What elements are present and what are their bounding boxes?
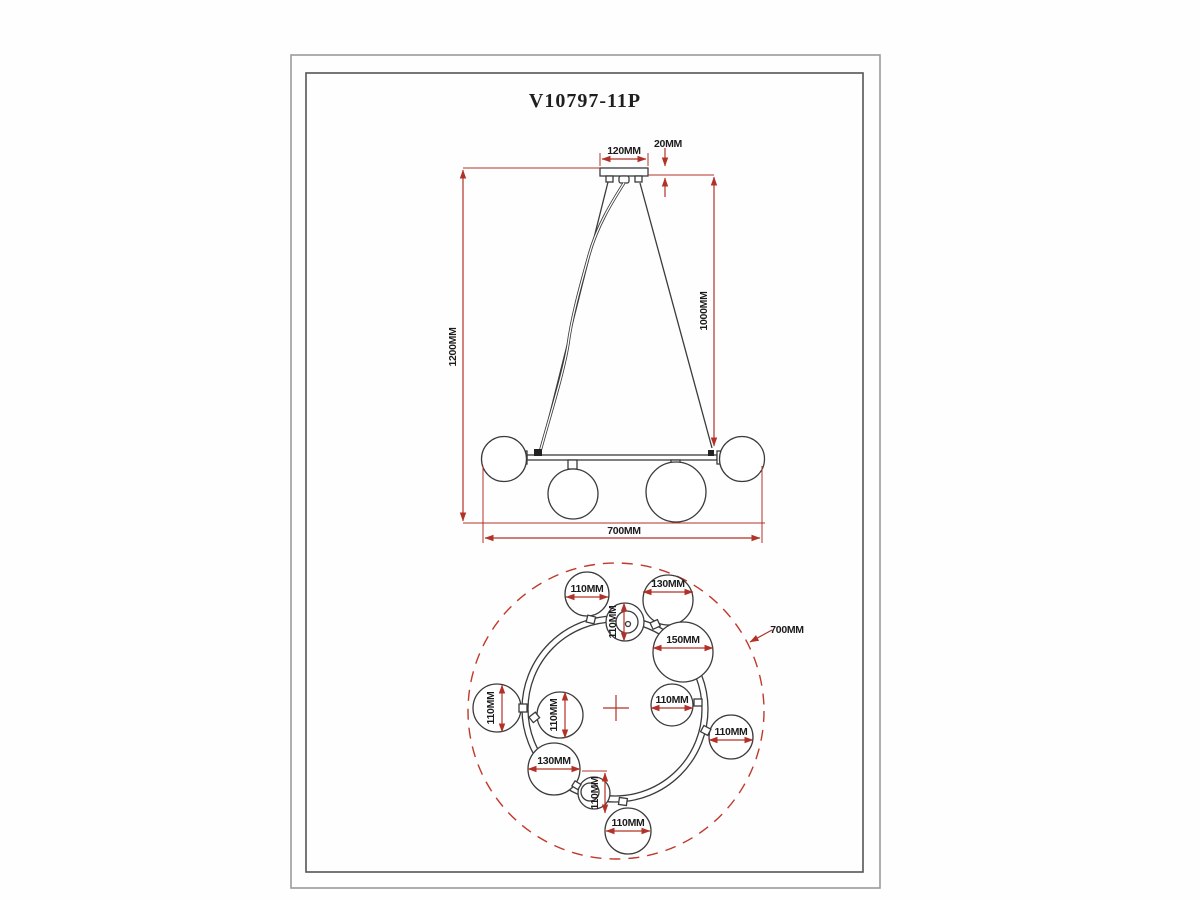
dim-label-plan-right-upper: 150MM (666, 634, 700, 646)
globe-end-left (482, 437, 527, 482)
dim-canopy-height (654, 138, 683, 197)
plan-center-cross (603, 695, 629, 721)
drawing-title: V10797-11P (528, 90, 642, 112)
globe-stem-left (568, 460, 577, 469)
plan-dim-bottom (606, 817, 650, 831)
dim-label-canopy-width: 120MM (607, 145, 641, 157)
dim-label-plan-top-right: 130MM (651, 578, 685, 590)
plan-view (468, 563, 804, 859)
dim-label-plan-bottom-left: 130MM (537, 755, 571, 767)
dim-label-plan-outer-diameter: 700MM (770, 624, 804, 636)
globe-hanging-left (548, 469, 598, 519)
dim-label-suspension-height: 1000MM (698, 291, 710, 331)
dim-label-plan-left-inner: 110MM (548, 698, 560, 732)
dim-label-plan-right-inner: 110MM (655, 694, 689, 706)
power-cord (540, 183, 624, 452)
plan-dim-outer-diameter (750, 624, 804, 642)
drawing-frame-outer (291, 55, 880, 888)
wire-clamp-left (534, 449, 542, 456)
dim-suspension-height (648, 175, 714, 446)
dim-label-plan-top-center: 110MM (607, 605, 619, 639)
dim-label-plan-left-outer: 110MM (485, 691, 497, 725)
canopy-stub-right (635, 176, 642, 182)
plan-globe-left-inner (537, 692, 583, 738)
plan-dim-top-left (566, 583, 608, 597)
dim-label-plan-bottom-center: 110MM (589, 776, 601, 810)
fixture-bar (527, 455, 717, 460)
dim-label-plan-bottom: 110MM (611, 817, 645, 829)
dim-fixture-width (483, 466, 762, 543)
dim-canopy-width (600, 145, 648, 166)
dim-label-overall-height: 1200MM (447, 327, 459, 367)
ceiling-canopy (600, 168, 648, 176)
plan-globe-left-outer (473, 684, 521, 732)
canopy-stub-left (606, 176, 613, 182)
dim-label-canopy-height: 20MM (654, 138, 682, 150)
plan-globe-right-upper (653, 622, 713, 682)
cord-grip (619, 176, 629, 183)
globe-hanging-right (646, 462, 706, 522)
elevation-view (447, 138, 765, 543)
plan-dim-right-inner (651, 694, 693, 708)
globe-end-right (720, 437, 765, 482)
plan-dim-right-lower (709, 726, 753, 740)
dim-label-plan-top-left: 110MM (570, 583, 604, 595)
dim-label-fixture-width: 700MM (607, 525, 641, 537)
dim-label-plan-right-lower: 110MM (714, 726, 748, 738)
wire-clamp-right (708, 450, 714, 456)
